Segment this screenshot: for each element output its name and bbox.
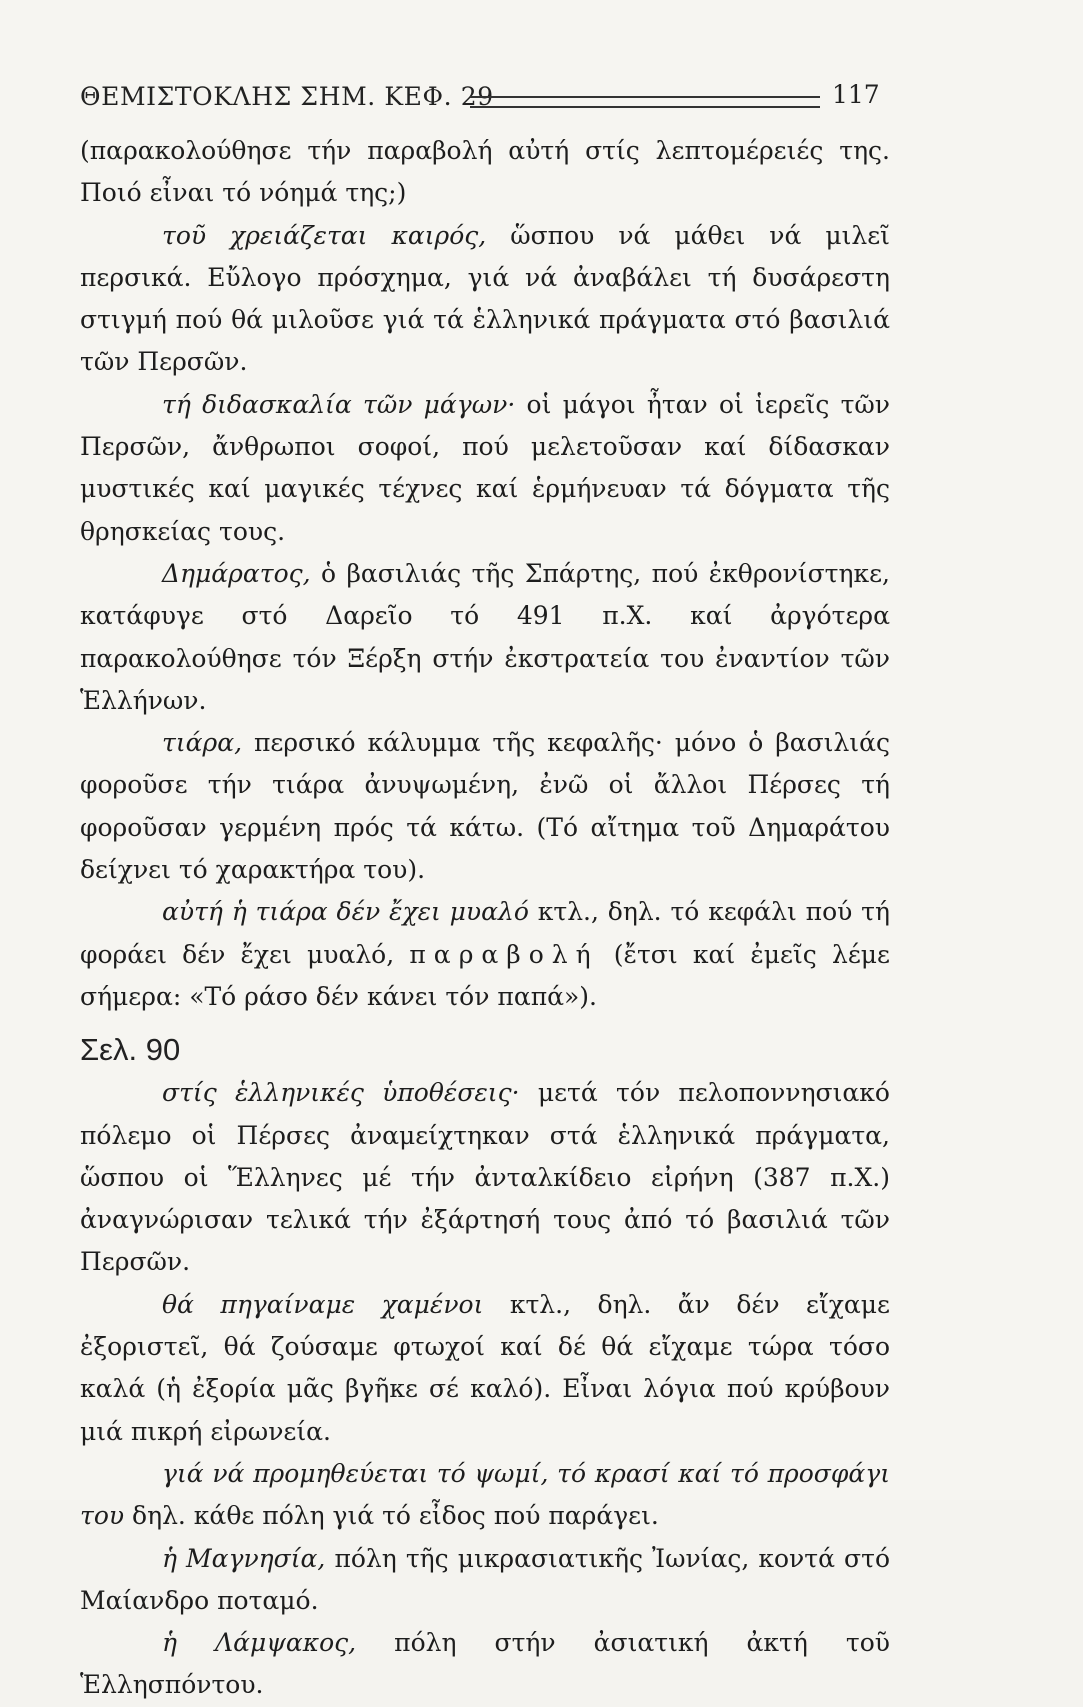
gloss-text: κτλ., δηλ. ἄν δέν εἴχαμε ἐξοριστεῖ, θά ζούσαμε φτωχοί καί δέ θά εἴχαμε τώρα τόσο καλά (ἡ ἐξορία μᾶς βγῆκε σέ καλό). Εἶναι λόγια πού κρύβουν μιά πικρή εἰρωνεία. xyxy=(80,1289,890,1446)
gloss-text: οἱ μάγοι ἦταν οἱ ἱερεῖς τῶν Περσῶν, ἄνθρωποι σοφοί, πού μελετοῦσαν καί δίδασκαν μυστικές καί μαγικές τέχνες καί ἑρμήνευαν τά δόγματα τῆς θρησκείας τους. xyxy=(80,389,890,546)
gloss-entry xyxy=(80,1284,890,1453)
gloss-term: τιάρα, xyxy=(162,728,243,758)
gloss-term: ἡ Λάμψακος, xyxy=(162,1628,357,1658)
gloss-text: πόλη στήν ἀσιατική ἀκτή τοῦ Ἑλλησπόντου. xyxy=(80,1628,890,1700)
gloss-entry xyxy=(80,891,890,1018)
gloss-entry xyxy=(80,553,890,722)
running-head: ΘΕΜΙΣΤΟΚΛΗΣ ΣΗΜ. ΚΕΦ. 29 xyxy=(80,82,494,111)
gloss-entry xyxy=(80,722,890,891)
gloss-entry xyxy=(80,1072,890,1283)
page-body xyxy=(80,130,890,1707)
gloss-entry xyxy=(80,1538,890,1623)
gloss-text: περσικό κάλυμμα τῆς κεφαλῆς· μόνο ὁ βασιλιάς φοροῦσε τήν τιάρα ἀνυψωμένη, ἐνῶ οἱ ἄλλοι Πέρσες τή φοροῦσαν γερμένη πρός τά κάτω. (Τό αἴτημα τοῦ Δημαράτου δείχνει τό χαρακτήρα του). xyxy=(80,728,890,885)
gloss-entry xyxy=(80,1622,890,1707)
gloss-text: δηλ. κάθε πόλη γιά τό εἶδος πού παράγει. xyxy=(124,1501,659,1531)
paragraph-text: (παρακολούθησε τήν παραβολή αὐτή στίς λεπτομέρειές της. Ποιό εἶναι τό νόημά της;) xyxy=(80,136,890,208)
section-heading: Σελ. 90 xyxy=(80,1032,181,1068)
gloss-entry xyxy=(80,1453,890,1538)
gloss-text: κτλ., δηλ. τό κεφάλι πού τή φοράει δέν ἔχει μυαλό, xyxy=(80,897,890,969)
header-double-rule xyxy=(470,96,820,108)
gloss-term: ἡ Μαγνησία, xyxy=(162,1543,326,1573)
gloss-text: μετά τόν πελοποννησιακό πόλεμο οἱ Πέρσες ἀναμείχτηκαν στά ἑλληνικά πράγματα, ὥσπου οἱ Ἕλληνες μέ τήν ἀνταλκίδειο εἰρήνη (387 π.Χ.) ἀναγνώρισαν τελικά τήν ἐξάρτησή τους ἀπό τό βασιλιά τῶν Περσῶν. xyxy=(80,1078,890,1277)
gloss-text: (ἔτσι καί ἐμεῖς λέμε σήμερα: «Τό ράσο δέν κάνει τόν παπά»). xyxy=(80,939,890,1011)
paragraph-continuation xyxy=(80,130,890,215)
gloss-term: γιά νά προμηθεύεται τό ψωμί, τό κρασί καί τό προσφάγι του xyxy=(80,1458,890,1531)
gloss-term: θά πηγαίναμε χαμένοι xyxy=(162,1289,484,1319)
gloss-text: ὁ βασιλιάς τῆς Σπάρτης, πού ἐκθρονίστηκε, κατάφυγε στό Δαρεῖο τό 491 π.Χ. καί ἀργότερα παρακολούθησε τόν Ξέρξη στήν ἐκστρατεία του ἐναντίον τῶν Ἑλλήνων. xyxy=(80,558,890,715)
gloss-term: Δημάρατος, xyxy=(162,558,311,588)
gloss-term: στίς ἑλληνικές ὑποθέσεις· xyxy=(162,1078,520,1108)
gloss-term: τοῦ χρειάζεται καιρός, xyxy=(162,220,487,250)
gloss-text: πόλη τῆς μικρασιατικῆς Ἰωνίας, κοντά στό Μαίανδρο ποταμό. xyxy=(80,1543,890,1615)
gloss-entry xyxy=(80,384,890,553)
page-number: 117 xyxy=(832,80,880,109)
gloss-term: τή διδασκαλία τῶν μάγων· xyxy=(162,389,516,419)
page-header xyxy=(80,82,880,122)
gloss-term: αὐτή ἡ τιάρα δέν ἔχει μυαλό xyxy=(162,897,529,927)
gloss-text: ὥσπου νά μάθει νά μιλεῖ περσικά. Εὔλογο πρόσχημα, γιά νά ἀναβάλει τή δυσάρεστη στιγμή πού θά μιλοῦσε γιά τά ἑλληνικά πράγματα στό βασιλιά τῶν Περσῶν. xyxy=(80,220,890,377)
gloss-entry xyxy=(80,215,890,384)
spaced-word: παραβολή xyxy=(409,939,599,969)
